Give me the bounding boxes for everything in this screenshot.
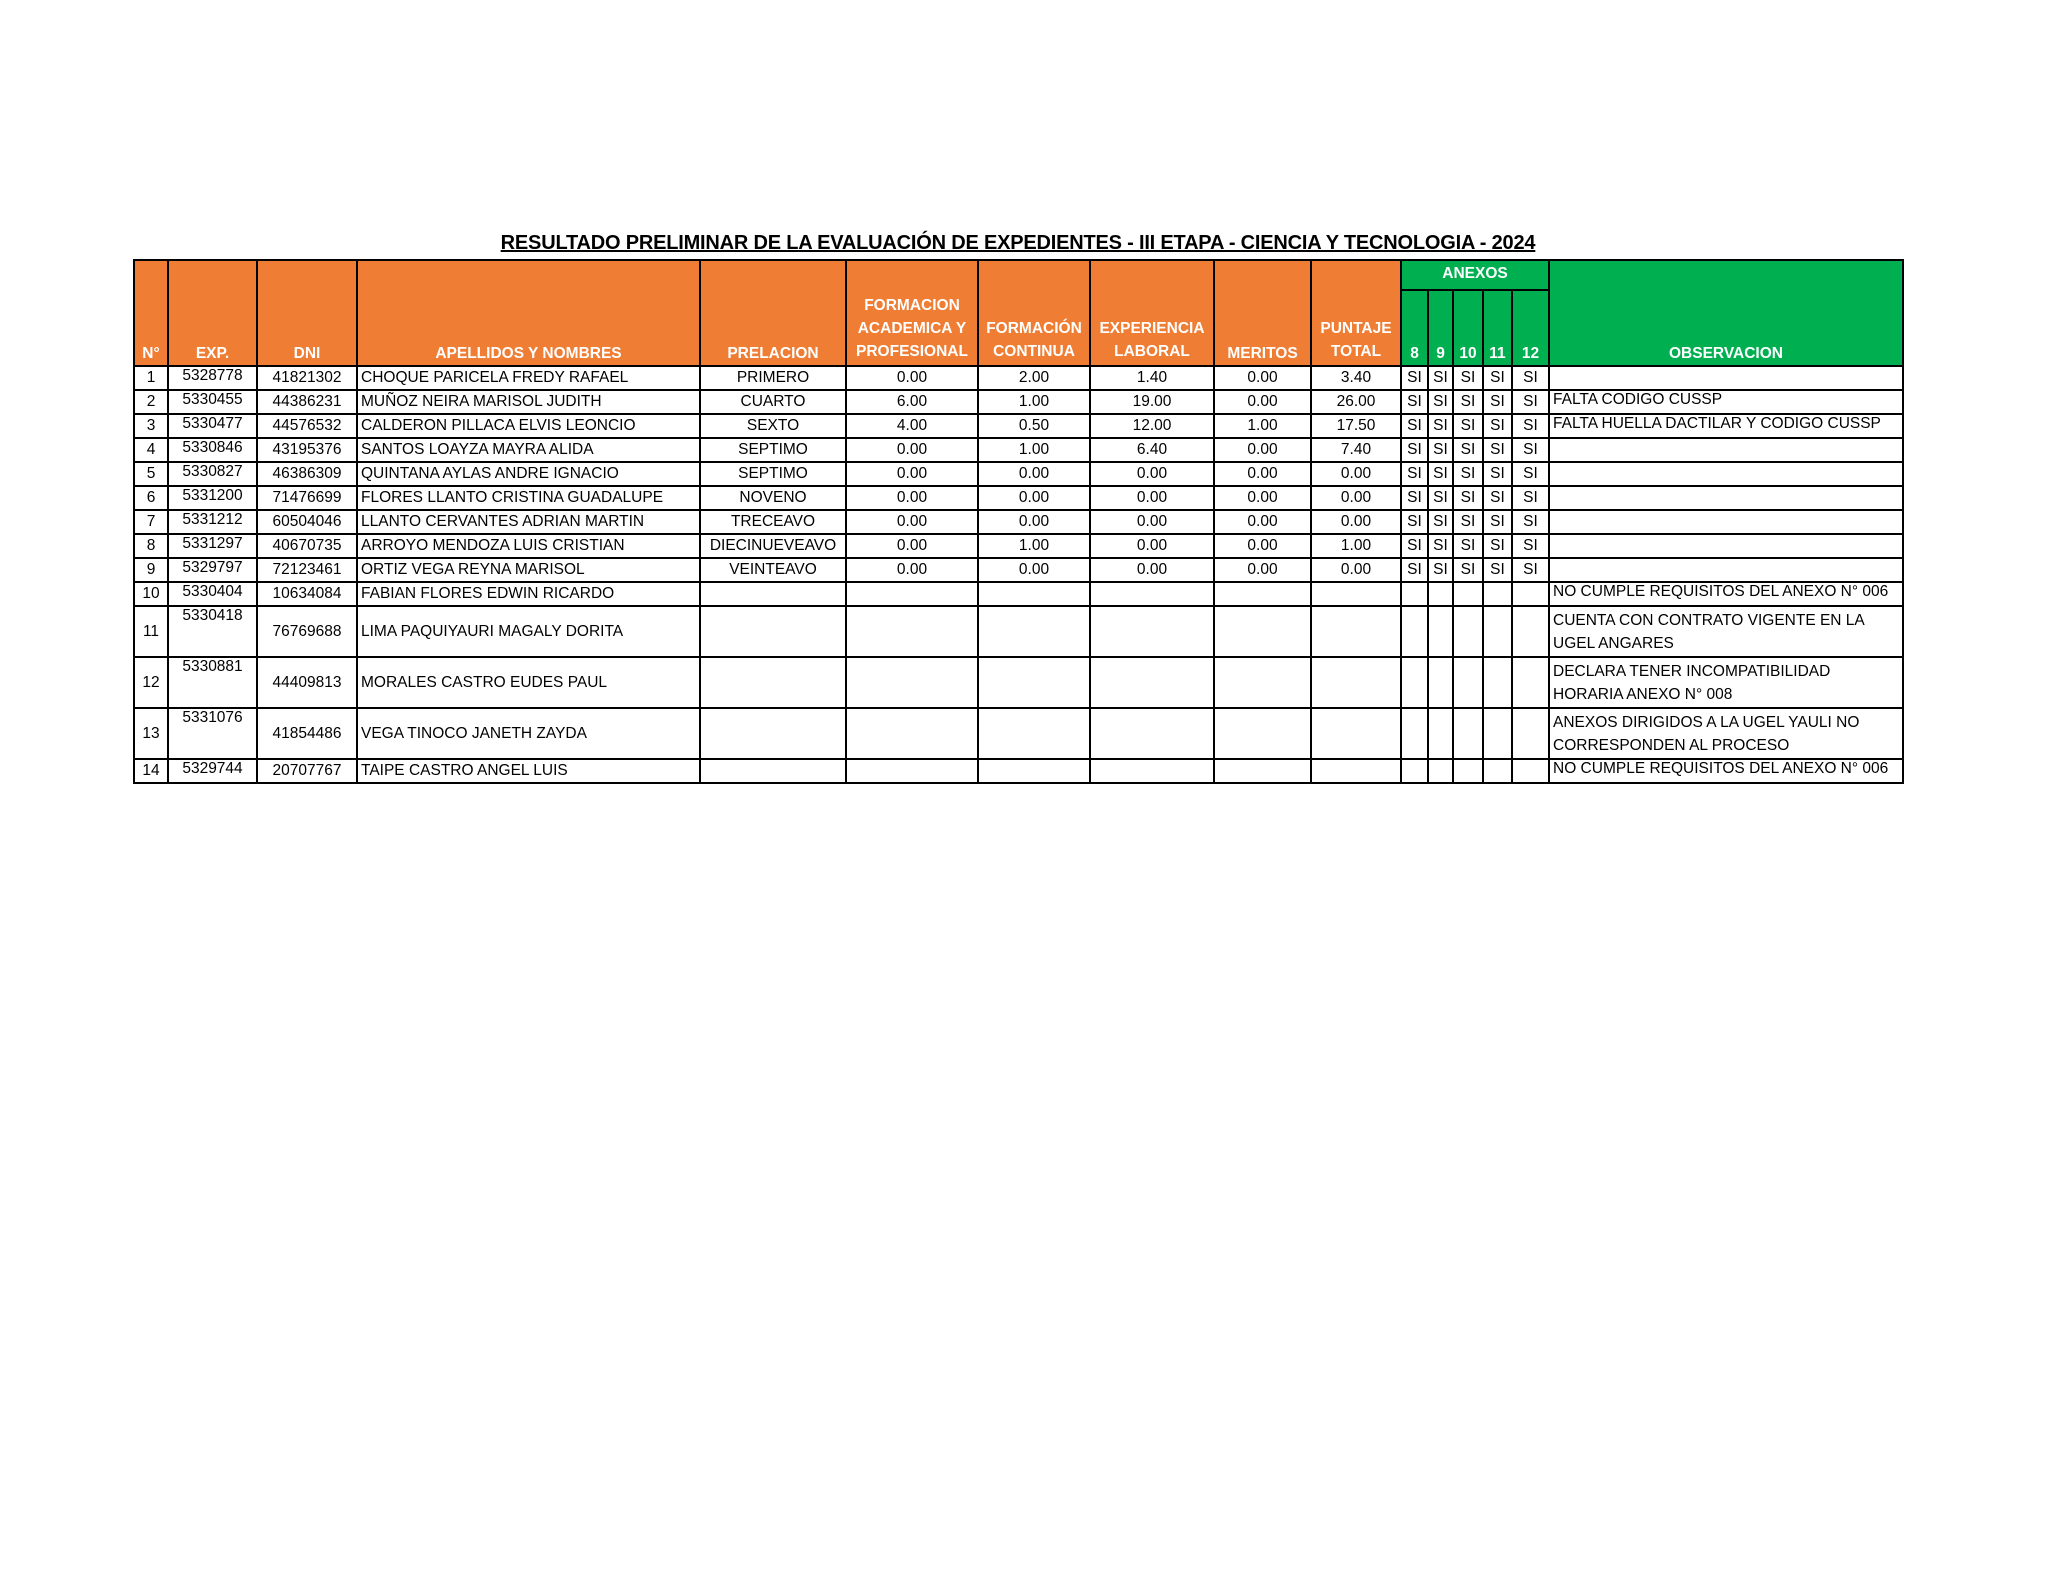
row-anexo-10: SI (1453, 462, 1483, 486)
row-exp: 5328778 (168, 366, 257, 390)
row-dni: 41821302 (257, 366, 357, 390)
row-puntaje-total (1311, 657, 1401, 708)
row-formacion-academica (846, 606, 978, 657)
row-prelacion (700, 759, 846, 783)
header-puntaje-total: PUNTAJE TOTAL (1311, 260, 1401, 366)
header-observacion: OBSERVACION (1549, 260, 1903, 366)
row-meritos: 0.00 (1214, 438, 1311, 462)
row-experiencia-laboral: 0.00 (1090, 486, 1214, 510)
table-row (134, 390, 1903, 414)
results-table (133, 259, 1904, 784)
header-anexos: ANEXOS (1401, 260, 1549, 290)
header-anexo-8: 8 (1401, 290, 1428, 366)
row-formacion-academica (846, 759, 978, 783)
header-experiencia-laboral: EXPERIENCIA LABORAL (1090, 260, 1214, 366)
row-puntaje-total: 3.40 (1311, 366, 1401, 390)
row-anexo-12 (1512, 657, 1549, 708)
row-exp: 5329744 (168, 759, 257, 783)
row-exp: 5331297 (168, 534, 257, 558)
row-observacion (1549, 462, 1903, 486)
row-experiencia-laboral: 0.00 (1090, 534, 1214, 558)
row-anexo-12: SI (1512, 438, 1549, 462)
row-nombre: FABIAN FLORES EDWIN RICARDO (357, 582, 700, 606)
row-dni: 40670735 (257, 534, 357, 558)
row-dni: 44576532 (257, 414, 357, 438)
row-formacion-academica: 6.00 (846, 390, 978, 414)
row-anexo-8: SI (1401, 390, 1428, 414)
row-formacion-academica: 0.00 (846, 366, 978, 390)
row-prelacion: SEXTO (700, 414, 846, 438)
row-anexo-11: SI (1483, 366, 1512, 390)
row-experiencia-laboral: 0.00 (1090, 510, 1214, 534)
row-nombre: LLANTO CERVANTES ADRIAN MARTIN (357, 510, 700, 534)
row-nombre: MORALES CASTRO EUDES PAUL (357, 657, 700, 708)
row-nombre: FLORES LLANTO CRISTINA GUADALUPE (357, 486, 700, 510)
row-formacion-continua: 1.00 (978, 438, 1090, 462)
row-puntaje-total: 0.00 (1311, 462, 1401, 486)
header-anexo-10: 10 (1453, 290, 1483, 366)
row-anexo-9: SI (1428, 462, 1453, 486)
row-anexo-8: SI (1401, 414, 1428, 438)
row-formacion-continua: 0.50 (978, 414, 1090, 438)
row-anexo-11: SI (1483, 510, 1512, 534)
row-formacion-continua: 1.00 (978, 534, 1090, 558)
row-anexo-8: SI (1401, 438, 1428, 462)
row-exp: 5330418 (168, 606, 257, 657)
row-nombre: MUÑOZ NEIRA MARISOL JUDITH (357, 390, 700, 414)
row-formacion-academica: 0.00 (846, 558, 978, 582)
row-formacion-continua: 0.00 (978, 558, 1090, 582)
row-number: 1 (134, 366, 168, 390)
row-formacion-academica: 0.00 (846, 510, 978, 534)
row-puntaje-total: 0.00 (1311, 558, 1401, 582)
table-row (134, 510, 1903, 534)
row-anexo-8: SI (1401, 510, 1428, 534)
row-number: 7 (134, 510, 168, 534)
row-prelacion (700, 708, 846, 759)
row-anexo-10: SI (1453, 534, 1483, 558)
row-dni: 46386309 (257, 462, 357, 486)
row-anexo-8: SI (1401, 462, 1428, 486)
row-formacion-continua (978, 606, 1090, 657)
row-puntaje-total: 0.00 (1311, 510, 1401, 534)
row-anexo-8 (1401, 759, 1428, 783)
row-anexo-10: SI (1453, 366, 1483, 390)
row-formacion-continua: 0.00 (978, 462, 1090, 486)
row-exp: 5329797 (168, 558, 257, 582)
row-anexo-11 (1483, 759, 1512, 783)
row-prelacion: SEPTIMO (700, 462, 846, 486)
row-anexo-10: SI (1453, 558, 1483, 582)
row-formacion-academica (846, 708, 978, 759)
row-number: 9 (134, 558, 168, 582)
row-experiencia-laboral: 0.00 (1090, 462, 1214, 486)
row-puntaje-total: 26.00 (1311, 390, 1401, 414)
row-experiencia-laboral (1090, 657, 1214, 708)
row-nombre: CALDERON PILLACA ELVIS LEONCIO (357, 414, 700, 438)
row-anexo-9: SI (1428, 390, 1453, 414)
table-row (134, 486, 1903, 510)
row-observacion (1549, 558, 1903, 582)
table-row (134, 759, 1903, 783)
row-anexo-11 (1483, 606, 1512, 657)
row-meritos: 0.00 (1214, 510, 1311, 534)
row-exp: 5331212 (168, 510, 257, 534)
table-row (134, 708, 1903, 759)
row-dni: 71476699 (257, 486, 357, 510)
row-formacion-academica: 0.00 (846, 486, 978, 510)
row-formacion-academica (846, 582, 978, 606)
row-puntaje-total (1311, 708, 1401, 759)
row-prelacion: SEPTIMO (700, 438, 846, 462)
row-prelacion: CUARTO (700, 390, 846, 414)
row-nombre: ARROYO MENDOZA LUIS CRISTIAN (357, 534, 700, 558)
table-row (134, 366, 1903, 390)
row-anexo-12: SI (1512, 366, 1549, 390)
table-row (134, 558, 1903, 582)
row-prelacion (700, 657, 846, 708)
row-observacion (1549, 438, 1903, 462)
row-anexo-10: SI (1453, 486, 1483, 510)
header-meritos: MERITOS (1214, 260, 1311, 366)
row-anexo-12: SI (1512, 462, 1549, 486)
row-anexo-9: SI (1428, 534, 1453, 558)
row-nombre: LIMA PAQUIYAURI MAGALY DORITA (357, 606, 700, 657)
table-row (134, 582, 1903, 606)
row-formacion-academica: 4.00 (846, 414, 978, 438)
table-row (134, 534, 1903, 558)
row-anexo-11: SI (1483, 390, 1512, 414)
row-anexo-9: SI (1428, 486, 1453, 510)
header-anexo-12: 12 (1512, 290, 1549, 366)
row-anexo-11: SI (1483, 534, 1512, 558)
row-observacion (1549, 366, 1903, 390)
row-puntaje-total: 7.40 (1311, 438, 1401, 462)
row-anexo-11: SI (1483, 438, 1512, 462)
row-meritos: 0.00 (1214, 366, 1311, 390)
row-anexo-10 (1453, 606, 1483, 657)
header-dni: DNI (257, 260, 357, 366)
row-formacion-academica (846, 657, 978, 708)
row-number: 10 (134, 582, 168, 606)
row-anexo-10 (1453, 708, 1483, 759)
row-anexo-11: SI (1483, 558, 1512, 582)
row-dni: 76769688 (257, 606, 357, 657)
row-number: 14 (134, 759, 168, 783)
header-formacion-continua: FORMACIÓN CONTINUA (978, 260, 1090, 366)
row-anexo-9: SI (1428, 510, 1453, 534)
row-anexo-12: SI (1512, 414, 1549, 438)
header-nombres: APELLIDOS Y NOMBRES (357, 260, 700, 366)
row-number: 11 (134, 606, 168, 657)
row-number: 4 (134, 438, 168, 462)
row-nombre: VEGA TINOCO JANETH ZAYDA (357, 708, 700, 759)
row-anexo-12: SI (1512, 558, 1549, 582)
header-exp: EXP. (168, 260, 257, 366)
row-anexo-12: SI (1512, 390, 1549, 414)
row-meritos: 0.00 (1214, 486, 1311, 510)
row-prelacion (700, 606, 846, 657)
row-anexo-12 (1512, 708, 1549, 759)
row-anexo-12 (1512, 582, 1549, 606)
row-anexo-10: SI (1453, 390, 1483, 414)
row-meritos: 0.00 (1214, 390, 1311, 414)
row-meritos: 1.00 (1214, 414, 1311, 438)
row-number: 8 (134, 534, 168, 558)
row-anexo-8 (1401, 708, 1428, 759)
row-nombre: CHOQUE PARICELA FREDY RAFAEL (357, 366, 700, 390)
row-puntaje-total: 0.00 (1311, 486, 1401, 510)
row-experiencia-laboral (1090, 606, 1214, 657)
row-dni: 41854486 (257, 708, 357, 759)
row-nombre: SANTOS LOAYZA MAYRA ALIDA (357, 438, 700, 462)
row-anexo-8: SI (1401, 534, 1428, 558)
row-anexo-9 (1428, 582, 1453, 606)
row-anexo-9 (1428, 606, 1453, 657)
row-nombre: TAIPE CASTRO ANGEL LUIS (357, 759, 700, 783)
row-exp: 5330881 (168, 657, 257, 708)
row-experiencia-laboral (1090, 708, 1214, 759)
row-anexo-9 (1428, 759, 1453, 783)
row-exp: 5330404 (168, 582, 257, 606)
row-anexo-8: SI (1401, 366, 1428, 390)
row-dni: 44409813 (257, 657, 357, 708)
row-formacion-continua: 0.00 (978, 510, 1090, 534)
header-anexo-11: 11 (1483, 290, 1512, 366)
row-exp: 5331200 (168, 486, 257, 510)
row-meritos (1214, 759, 1311, 783)
row-anexo-10: SI (1453, 438, 1483, 462)
table-body (134, 366, 1903, 783)
row-observacion (1549, 534, 1903, 558)
header-anexo-9: 9 (1428, 290, 1453, 366)
header-num: N° (134, 260, 168, 366)
row-formacion-academica: 0.00 (846, 438, 978, 462)
row-meritos (1214, 657, 1311, 708)
row-experiencia-laboral: 0.00 (1090, 558, 1214, 582)
row-puntaje-total: 1.00 (1311, 534, 1401, 558)
table-row (134, 657, 1903, 708)
row-formacion-continua (978, 759, 1090, 783)
row-formacion-continua (978, 582, 1090, 606)
row-puntaje-total: 17.50 (1311, 414, 1401, 438)
row-number: 13 (134, 708, 168, 759)
row-anexo-10: SI (1453, 414, 1483, 438)
row-dni: 10634084 (257, 582, 357, 606)
row-experiencia-laboral: 6.40 (1090, 438, 1214, 462)
row-exp: 5331076 (168, 708, 257, 759)
row-anexo-10 (1453, 657, 1483, 708)
row-anexo-10 (1453, 759, 1483, 783)
row-observacion: NO CUMPLE REQUISITOS DEL ANEXO N° 006 (1549, 759, 1903, 783)
row-prelacion: TRECEAVO (700, 510, 846, 534)
row-experiencia-laboral: 19.00 (1090, 390, 1214, 414)
row-anexo-8 (1401, 606, 1428, 657)
row-prelacion (700, 582, 846, 606)
row-observacion (1549, 510, 1903, 534)
row-experiencia-laboral (1090, 759, 1214, 783)
row-observacion (1549, 486, 1903, 510)
row-puntaje-total (1311, 606, 1401, 657)
row-anexo-11 (1483, 582, 1512, 606)
row-exp: 5330846 (168, 438, 257, 462)
row-number: 2 (134, 390, 168, 414)
row-number: 3 (134, 414, 168, 438)
row-anexo-8: SI (1401, 486, 1428, 510)
row-observacion: FALTA HUELLA DACTILAR Y CODIGO CUSSP (1549, 414, 1903, 438)
row-anexo-11: SI (1483, 414, 1512, 438)
table-row (134, 414, 1903, 438)
row-exp: 5330455 (168, 390, 257, 414)
row-experiencia-laboral: 1.40 (1090, 366, 1214, 390)
row-meritos (1214, 606, 1311, 657)
row-anexo-11: SI (1483, 462, 1512, 486)
row-meritos (1214, 582, 1311, 606)
row-puntaje-total (1311, 759, 1401, 783)
row-anexo-12 (1512, 759, 1549, 783)
row-prelacion: DIECINUEVEAVO (700, 534, 846, 558)
row-formacion-continua: 0.00 (978, 486, 1090, 510)
row-number: 5 (134, 462, 168, 486)
row-anexo-12 (1512, 606, 1549, 657)
table-row (134, 606, 1903, 657)
row-anexo-9: SI (1428, 558, 1453, 582)
row-prelacion: NOVENO (700, 486, 846, 510)
row-observacion: CUENTA CON CONTRATO VIGENTE EN LA UGEL ANGARES (1549, 606, 1903, 657)
row-anexo-12: SI (1512, 534, 1549, 558)
table-row (134, 462, 1903, 486)
row-prelacion: PRIMERO (700, 366, 846, 390)
row-nombre: ORTIZ VEGA REYNA MARISOL (357, 558, 700, 582)
row-formacion-continua: 2.00 (978, 366, 1090, 390)
row-anexo-8: SI (1401, 558, 1428, 582)
row-formacion-academica: 0.00 (846, 462, 978, 486)
row-exp: 5330827 (168, 462, 257, 486)
row-number: 6 (134, 486, 168, 510)
row-anexo-9 (1428, 708, 1453, 759)
row-meritos: 0.00 (1214, 462, 1311, 486)
row-observacion: FALTA CODIGO CUSSP (1549, 390, 1903, 414)
row-anexo-11 (1483, 657, 1512, 708)
row-number: 12 (134, 657, 168, 708)
row-formacion-continua: 1.00 (978, 390, 1090, 414)
row-anexo-8 (1401, 657, 1428, 708)
row-formacion-continua (978, 657, 1090, 708)
row-anexo-11 (1483, 708, 1512, 759)
row-formacion-academica: 0.00 (846, 534, 978, 558)
row-anexo-9: SI (1428, 366, 1453, 390)
row-observacion: DECLARA TENER INCOMPATIBILIDAD HORARIA ANEXO N° 008 (1549, 657, 1903, 708)
row-anexo-11: SI (1483, 486, 1512, 510)
table-row (134, 438, 1903, 462)
row-meritos: 0.00 (1214, 534, 1311, 558)
row-anexo-9 (1428, 657, 1453, 708)
header-prelacion: PRELACION (700, 260, 846, 366)
row-dni: 60504046 (257, 510, 357, 534)
row-puntaje-total (1311, 582, 1401, 606)
row-dni: 43195376 (257, 438, 357, 462)
row-nombre: QUINTANA AYLAS ANDRE IGNACIO (357, 462, 700, 486)
row-meritos (1214, 708, 1311, 759)
row-anexo-10 (1453, 582, 1483, 606)
row-observacion: NO CUMPLE REQUISITOS DEL ANEXO N° 006 (1549, 582, 1903, 606)
row-observacion: ANEXOS DIRIGIDOS A LA UGEL YAULI NO CORRESPONDEN AL PROCESO (1549, 708, 1903, 759)
row-formacion-continua (978, 708, 1090, 759)
row-dni: 72123461 (257, 558, 357, 582)
row-anexo-9: SI (1428, 414, 1453, 438)
row-dni: 20707767 (257, 759, 357, 783)
row-anexo-10: SI (1453, 510, 1483, 534)
row-prelacion: VEINTEAVO (700, 558, 846, 582)
row-anexo-12: SI (1512, 510, 1549, 534)
row-anexo-8 (1401, 582, 1428, 606)
row-experiencia-laboral: 12.00 (1090, 414, 1214, 438)
row-meritos: 0.00 (1214, 558, 1311, 582)
row-anexo-9: SI (1428, 438, 1453, 462)
document-title: RESULTADO PRELIMINAR DE LA EVALUACIÓN DE EXPEDIENTES - III ETAPA - CIENCIA Y TECNOLOGIA - 2024 (500, 232, 1536, 254)
row-experiencia-laboral (1090, 582, 1214, 606)
header-formacion-academica: FORMACION ACADEMICA Y PROFESIONAL (846, 260, 978, 366)
row-dni: 44386231 (257, 390, 357, 414)
row-exp: 5330477 (168, 414, 257, 438)
row-anexo-12: SI (1512, 486, 1549, 510)
